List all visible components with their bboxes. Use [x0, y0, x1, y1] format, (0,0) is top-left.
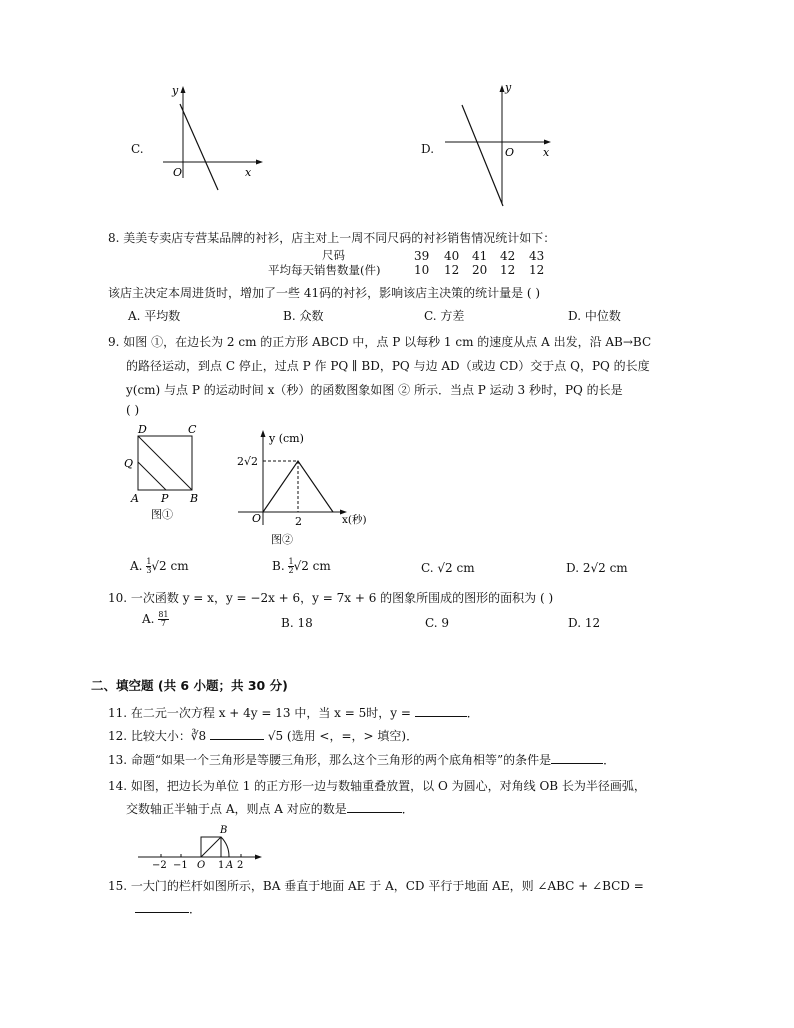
q8-count: 12: [444, 263, 460, 277]
q14-line-1: 14. 如图，把边长为单位 1 的正方形一边与数轴重叠放置，以 O 为圆心，对角线 OB 长为半径画弧，: [108, 779, 646, 793]
q15-line-2: [135, 900, 201, 917]
q14-tick: 1: [218, 860, 225, 870]
q10-option-b-text: 18: [297, 616, 313, 630]
graph-d-origin: O: [505, 146, 515, 159]
q14-figure: [135, 818, 270, 870]
graph-d-plot: [415, 78, 565, 210]
q9-option-a-rest: √2 cm: [151, 559, 189, 573]
q14-label-b: B: [220, 825, 228, 836]
q11-text: 11. 在二元一次方程 x + 4y = 13 中，当 x = 5时，y =: [108, 706, 415, 720]
label-d: D: [138, 423, 147, 436]
q9-line-3: y(cm) 与点 P 的运动时间 x（秒）的函数图象如图 ② 所示．当点 P 运动 3 秒时，PQ 的长是: [126, 383, 623, 397]
graph-c-origin: O: [173, 166, 183, 179]
q9-option-b-rest: √2 cm: [293, 559, 331, 573]
graph-d-y-text: y: [505, 81, 512, 94]
fig2-y-arrow: [261, 430, 266, 437]
label-a: A: [131, 492, 139, 505]
q8-option-d[interactable]: D. 中位数: [568, 309, 621, 323]
q10-option-b-letter: B.: [281, 616, 294, 630]
diagonal-bd: [138, 436, 192, 490]
q13-end: ．: [603, 753, 616, 767]
q8-size: 41: [472, 249, 488, 263]
q15-line-1: 15. 一大门的栏杆如图所示，BA 垂直于地面 AE 于 A，CD 平行于地面 AE，则 ∠ABC + ∠BCD =: [108, 879, 644, 893]
q10-option-c-letter: C.: [425, 616, 438, 630]
section-2-title: 二、填空题 (共 6 小题；共 30 分): [91, 678, 288, 693]
q14-tick: −1: [173, 860, 188, 870]
q10-option-a-letter: A.: [142, 612, 155, 626]
q9-figure-1: [120, 420, 210, 525]
q8-option-a[interactable]: A. 平均数: [128, 309, 181, 323]
q10-stem: 10. 一次函数 y = x，y = −2x + 6，y = 7x + 6 的图象所围成的图形的面积为 ( ): [108, 591, 554, 605]
fig2-x-tick: 2: [295, 515, 302, 528]
label-b: B: [190, 492, 199, 505]
q14-answer-blank[interactable]: [347, 801, 402, 813]
q14-line-2-text: 交数轴正半轴于点 A，则点 A 对应的数是: [126, 802, 347, 816]
q9-option-a[interactable]: [130, 558, 189, 575]
q9-line-1: 9. 如图 ①，在边长为 2 cm 的正方形 ABCD 中，点 P 以每秒 1 cm 的速度从点 A 出发，沿 AB→BC: [108, 335, 652, 349]
q10-option-b[interactable]: [281, 616, 313, 630]
number-line-arrow: [255, 855, 262, 860]
q9-option-d-letter: D.: [566, 561, 580, 575]
q8-option-c[interactable]: C. 方差: [424, 309, 465, 323]
q15-end: ．: [189, 902, 202, 916]
q14-line-2: [126, 800, 414, 817]
graph-d-x-arrow: [544, 140, 551, 145]
q8-size: 42: [500, 249, 516, 263]
q9-figure-2: [233, 425, 378, 550]
q14-tick: 2: [237, 860, 244, 870]
fig2-x-label: x(秒): [342, 514, 367, 526]
q12-text: 12. 比较大小：∛8: [108, 729, 210, 743]
fig2-caption: 图②: [271, 533, 293, 546]
q10-option-a[interactable]: [142, 611, 169, 628]
graph-c-label: C.: [131, 142, 144, 156]
graph-c-line: [180, 104, 218, 190]
graph-d: [415, 78, 565, 210]
q9-option-c-letter: C.: [421, 561, 434, 575]
q14-tick: −2: [152, 860, 167, 870]
q9-option-b-letter: B.: [272, 559, 285, 573]
q9-option-c-text: √2 cm: [437, 561, 475, 575]
q8-table-row-label: 平均每天销售数量(件): [268, 263, 381, 277]
q9-option-c[interactable]: [421, 561, 475, 575]
graph-d-line: [462, 105, 503, 206]
q10-option-a-fraction: $\frac{81}{7}$: [158, 610, 169, 628]
q9-option-d-text: 2√2 cm: [582, 561, 628, 575]
graph-d-y-arrow: [500, 85, 505, 92]
segment-pq: [138, 462, 166, 490]
q8-question: 该店主决定本周进货时，增加了一些 41码的衬衫，影响该店主决策的统计量是 ( ): [108, 286, 541, 300]
q9-option-a-fraction: $\frac{1}{3}$: [146, 557, 152, 575]
q14-tick: O: [197, 860, 206, 870]
q8-count: 10: [414, 263, 430, 277]
q8-count: 12: [529, 263, 545, 277]
q13-text: 13. 命题“如果一个三角形是等腰三角形，那么这个三角形的两个底角相等”的条件是: [108, 753, 552, 767]
q8-option-b[interactable]: B. 众数: [283, 309, 324, 323]
q15-answer-blank[interactable]: [135, 901, 189, 913]
label-q: Q: [124, 457, 134, 470]
graph-c-y-arrow: [181, 86, 186, 93]
q11-end: ．: [466, 706, 479, 720]
q12-rest: √5 (选用 <，=，> 填空)．: [264, 729, 419, 743]
fig2-origin: O: [252, 512, 262, 525]
q9-line-2: 的路径运动，到点 C 停止，过点 P 作 PQ ∥ BD，PQ 与边 AD（或边 CD）交于点 Q，PQ 的长度: [126, 359, 650, 373]
q9-option-d[interactable]: [566, 561, 628, 575]
q8-count: 20: [472, 263, 488, 277]
graph-c-x-text: x: [245, 166, 252, 179]
q13-answer-blank[interactable]: [551, 752, 603, 764]
q12: [108, 727, 418, 744]
q10-option-d-text: 12: [584, 616, 601, 630]
q8-size: 40: [444, 249, 460, 263]
q9-option-b[interactable]: [272, 558, 331, 575]
graph-c-x-arrow: [256, 160, 263, 165]
q8-size: 43: [529, 249, 545, 263]
q10-option-c[interactable]: [425, 616, 449, 630]
graph-d-x-text: x: [543, 146, 550, 159]
q10-option-d[interactable]: [568, 616, 600, 630]
q8-table-header-label: 尺码: [322, 248, 345, 262]
q8-size: 39: [414, 249, 430, 263]
q11-answer-blank[interactable]: [415, 705, 467, 717]
q14-end: ．: [401, 802, 414, 816]
fig2-peak-label: 2√2: [237, 455, 259, 468]
graph-d-label: D.: [421, 142, 435, 156]
q9-line-4: ( ): [126, 403, 140, 417]
fig2-y-label: y (cm): [269, 432, 304, 445]
q10-option-d-letter: D.: [568, 616, 582, 630]
diagonal-ob: [201, 837, 221, 857]
graph-c-y-text: y: [172, 84, 179, 97]
q14-tick: A: [226, 860, 234, 870]
q8-stem: 8. 美美专卖店专营某品牌的衬衫，店主对上一周不同尺码的衬衫销售情况统计如下：: [108, 231, 556, 245]
q13: [108, 751, 615, 768]
label-p: P: [161, 492, 169, 505]
q12-answer-blank[interactable]: [210, 728, 264, 740]
graph-c-plot: [125, 78, 275, 193]
fig1-caption: 图①: [151, 508, 173, 521]
arc-ba: [221, 837, 229, 857]
graph-c: [125, 78, 275, 193]
q8-count: 12: [500, 263, 516, 277]
q9-option-b-fraction: $\frac{1}{2}$: [288, 557, 294, 575]
q9-option-a-letter: A.: [130, 559, 143, 573]
q10-option-c-text: 9: [441, 616, 450, 630]
q11: [108, 704, 479, 721]
label-c: C: [188, 423, 197, 436]
